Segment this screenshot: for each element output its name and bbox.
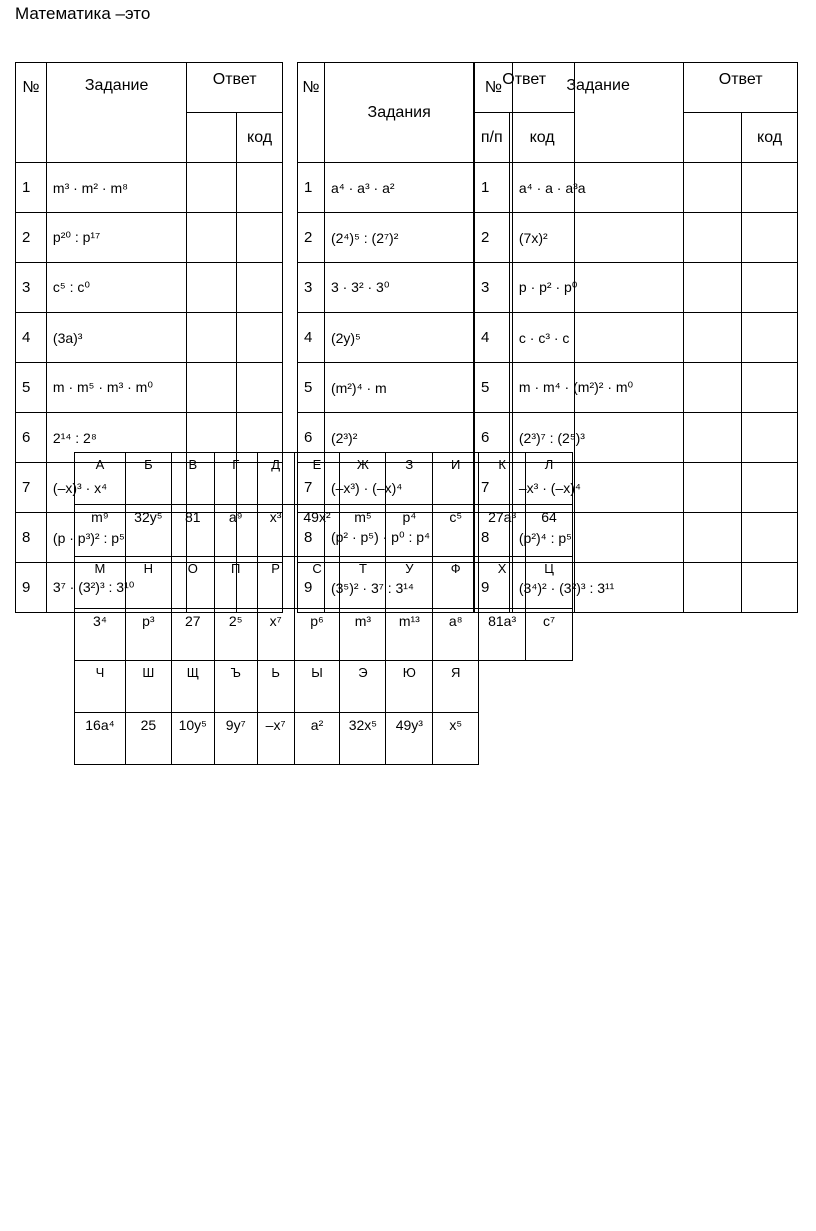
code-value: a⁹ xyxy=(214,505,257,557)
code-letter: Ц xyxy=(526,557,573,609)
row-number: 2 xyxy=(298,213,325,263)
code-header: код xyxy=(510,113,575,163)
code-letter: Э xyxy=(340,661,386,713)
no-header: № xyxy=(298,63,325,163)
answer-cell[interactable] xyxy=(187,163,237,213)
task-expression: (p · p³)² : p⁵ xyxy=(46,513,186,563)
code-letter: Ф xyxy=(433,557,479,609)
task-expression: (3⁵)² · 3⁷ : 3¹⁴ xyxy=(324,563,473,613)
task-expression: (m²)⁴ · m xyxy=(324,363,473,413)
task-expression: c · c³ · c xyxy=(512,313,683,363)
task-expression: 3⁷ · (3²)³ : 3¹⁰ xyxy=(46,563,186,613)
code-cell[interactable] xyxy=(742,413,798,463)
task-expression: 2¹⁴ : 2⁸ xyxy=(46,413,186,463)
answer-cell[interactable] xyxy=(187,263,237,313)
pp-header: п/п xyxy=(474,113,510,163)
task-header: Задания xyxy=(324,63,473,163)
code-letter: П xyxy=(214,557,257,609)
table-row xyxy=(16,263,283,313)
table-row xyxy=(475,313,798,363)
row-number: 4 xyxy=(16,313,47,363)
task-expression: (–x)³ · x⁴ xyxy=(46,463,186,513)
code-letter: Ш xyxy=(125,661,171,713)
letter-row xyxy=(75,557,573,609)
code-letter: Т xyxy=(340,557,386,609)
code-letter: К xyxy=(479,453,526,505)
code-letter: З xyxy=(386,453,433,505)
row-number: 6 xyxy=(475,413,513,463)
row-number: 9 xyxy=(16,563,47,613)
code-letter: Ъ xyxy=(214,661,257,713)
code-value: 32x⁵ xyxy=(340,713,386,765)
task-expression: p · p² · p⁰ xyxy=(512,263,683,313)
no-header: № xyxy=(475,63,513,163)
task-expression: (7x)² xyxy=(512,213,683,263)
row-number: 2 xyxy=(475,213,513,263)
row-number: 8 xyxy=(298,513,325,563)
code-value: 32y⁵ xyxy=(125,505,171,557)
code-value: a⁸ xyxy=(433,609,479,661)
task-expression: –x³ · (–x)⁴ xyxy=(512,463,683,513)
code-value: m⁵ xyxy=(340,505,386,557)
task-header: Задание xyxy=(46,63,186,163)
code-letter: С xyxy=(294,557,340,609)
task-expression: (2⁴)⁵ : (2⁷)² xyxy=(324,213,473,263)
code-value: c⁵ xyxy=(433,505,479,557)
code-cell[interactable] xyxy=(742,513,798,563)
code-letter: Н xyxy=(125,557,171,609)
code-letter: В xyxy=(171,453,214,505)
answer-header: Ответ xyxy=(474,63,575,113)
task-expression: (2y)⁵ xyxy=(324,313,473,363)
row-number: 4 xyxy=(475,313,513,363)
row-number: 3 xyxy=(475,263,513,313)
code-header: код xyxy=(237,113,283,163)
row-number: 3 xyxy=(298,263,325,313)
letter-code-table xyxy=(74,452,573,765)
code-letter: Г xyxy=(214,453,257,505)
code-value: x⁷ xyxy=(257,609,294,661)
table-row xyxy=(16,363,283,413)
row-number: 3 xyxy=(16,263,47,313)
row-number: 8 xyxy=(475,513,513,563)
answer-cell[interactable] xyxy=(684,163,742,213)
code-value: p⁶ xyxy=(294,609,340,661)
row-number: 1 xyxy=(475,163,513,213)
task-expression: 3 · 3² · 3⁰ xyxy=(324,263,473,313)
task-expression: (2³)⁷ : (2⁵)³ xyxy=(512,413,683,463)
code-letter: Е xyxy=(294,453,340,505)
table-row xyxy=(475,163,798,213)
row-number: 6 xyxy=(298,413,325,463)
code-value: 49y³ xyxy=(386,713,433,765)
no-header: № xyxy=(16,63,47,163)
code-letter: О xyxy=(171,557,214,609)
code-cell[interactable] xyxy=(237,313,283,363)
row-number: 5 xyxy=(16,363,47,413)
code-value: p³ xyxy=(125,609,171,661)
answer-cell[interactable] xyxy=(187,313,237,363)
code-cell[interactable] xyxy=(237,213,283,263)
code-value: 10y⁵ xyxy=(171,713,214,765)
code-value: a² xyxy=(294,713,340,765)
letter-row xyxy=(75,453,573,505)
row-number: 6 xyxy=(16,413,47,463)
answer-cell-header xyxy=(684,113,742,163)
task-expression: a⁴ · a · a³a xyxy=(512,163,683,213)
task-header: Задание xyxy=(512,63,683,163)
code-value: p⁴ xyxy=(386,505,433,557)
code-letter: Ч xyxy=(75,661,126,713)
code-letter: Р xyxy=(257,557,294,609)
answer-cell[interactable] xyxy=(684,563,742,613)
task-expression: p²⁰ : p¹⁷ xyxy=(46,213,186,263)
answer-cell[interactable] xyxy=(684,263,742,313)
row-number: 5 xyxy=(298,363,325,413)
value-row xyxy=(75,713,573,765)
row-number: 9 xyxy=(298,563,325,613)
code-letter: Я xyxy=(433,661,479,713)
code-value: 64 xyxy=(526,505,573,557)
code-letter: М xyxy=(75,557,126,609)
letter-row xyxy=(75,661,573,713)
row-number: 2 xyxy=(16,213,47,263)
code-header: код xyxy=(742,113,798,163)
code-letter: Щ xyxy=(171,661,214,713)
code-value: 3⁴ xyxy=(75,609,126,661)
code-letter: Х xyxy=(479,557,526,609)
answer-cell[interactable] xyxy=(684,463,742,513)
code-letter: Ы xyxy=(294,661,340,713)
task-expression: (p²)⁴ : p⁵ xyxy=(512,513,683,563)
row-number: 7 xyxy=(16,463,47,513)
answer-cell[interactable] xyxy=(684,363,742,413)
code-letter: У xyxy=(386,557,433,609)
code-value: 49x² xyxy=(294,505,340,557)
code-letter: Ю xyxy=(386,661,433,713)
task-expression: (p² · p⁵) · p⁰ : p⁴ xyxy=(324,513,473,563)
answer-cell[interactable] xyxy=(684,513,742,563)
code-letter: Ь xyxy=(257,661,294,713)
code-cell[interactable] xyxy=(742,463,798,513)
table-row xyxy=(475,263,798,313)
code-cell[interactable] xyxy=(237,363,283,413)
task-expression: (2³)² xyxy=(324,413,473,463)
code-cell[interactable] xyxy=(742,263,798,313)
task-expression: (–x³) · (–x)⁴ xyxy=(324,463,473,513)
task-expression: c⁵ : c⁰ xyxy=(46,263,186,313)
page-title: Математика –это xyxy=(15,4,151,23)
answer-header: Ответ xyxy=(187,63,283,113)
task-expression: (3a)³ xyxy=(46,313,186,363)
code-value: 25 xyxy=(125,713,171,765)
code-cell[interactable] xyxy=(237,163,283,213)
code-value: m³ xyxy=(340,609,386,661)
task-expression: m³ · m² · m⁸ xyxy=(46,163,186,213)
task-expression: m · m⁴ · (m²)² · m⁰ xyxy=(512,363,683,413)
answer-cell[interactable] xyxy=(187,363,237,413)
task-expression: a⁴ · a³ · a² xyxy=(324,163,473,213)
task-expression: m · m⁵ · m³ · m⁰ xyxy=(46,363,186,413)
answer-cell[interactable] xyxy=(684,413,742,463)
code-value: 81 xyxy=(171,505,214,557)
code-value: 27a³ xyxy=(479,505,526,557)
code-cell[interactable] xyxy=(742,163,798,213)
code-letter: Ж xyxy=(340,453,386,505)
code-value: 9y⁷ xyxy=(214,713,257,765)
code-value: m¹³ xyxy=(386,609,433,661)
table-row xyxy=(475,213,798,263)
code-letter: Л xyxy=(526,453,573,505)
code-value: 16a⁴ xyxy=(75,713,126,765)
code-value: 2⁵ xyxy=(214,609,257,661)
code-letter: И xyxy=(433,453,479,505)
row-number: 8 xyxy=(16,513,47,563)
answer-cell[interactable] xyxy=(684,313,742,363)
row-number: 9 xyxy=(475,563,513,613)
row-number: 1 xyxy=(16,163,47,213)
code-cell[interactable] xyxy=(742,563,798,613)
code-letter: Б xyxy=(125,453,171,505)
table-row xyxy=(16,213,283,263)
code-letter: А xyxy=(75,453,126,505)
value-row xyxy=(75,609,573,661)
answer-cell-header xyxy=(187,113,237,163)
code-value: x⁵ xyxy=(433,713,479,765)
table-row xyxy=(475,363,798,413)
code-value: 81a³ xyxy=(479,609,526,661)
code-value: 27 xyxy=(171,609,214,661)
code-value: –x⁷ xyxy=(257,713,294,765)
code-letter: Д xyxy=(257,453,294,505)
row-number: 5 xyxy=(475,363,513,413)
row-number: 4 xyxy=(298,313,325,363)
code-value: c⁷ xyxy=(526,609,573,661)
value-row xyxy=(75,505,573,557)
code-cell[interactable] xyxy=(742,313,798,363)
task-expression: (3⁴)² · (3²)³ : 3¹¹ xyxy=(512,563,683,613)
answer-header: Ответ xyxy=(684,63,798,113)
row-number: 7 xyxy=(298,463,325,513)
code-value: x³ xyxy=(257,505,294,557)
code-cell[interactable] xyxy=(742,363,798,413)
table-row xyxy=(16,163,283,213)
table-row xyxy=(16,313,283,363)
row-number: 1 xyxy=(298,163,325,213)
code-value: m⁹ xyxy=(75,505,126,557)
code-cell[interactable] xyxy=(742,213,798,263)
code-cell[interactable] xyxy=(237,263,283,313)
answer-cell[interactable] xyxy=(187,213,237,263)
row-number: 7 xyxy=(475,463,513,513)
answer-cell[interactable] xyxy=(684,213,742,263)
